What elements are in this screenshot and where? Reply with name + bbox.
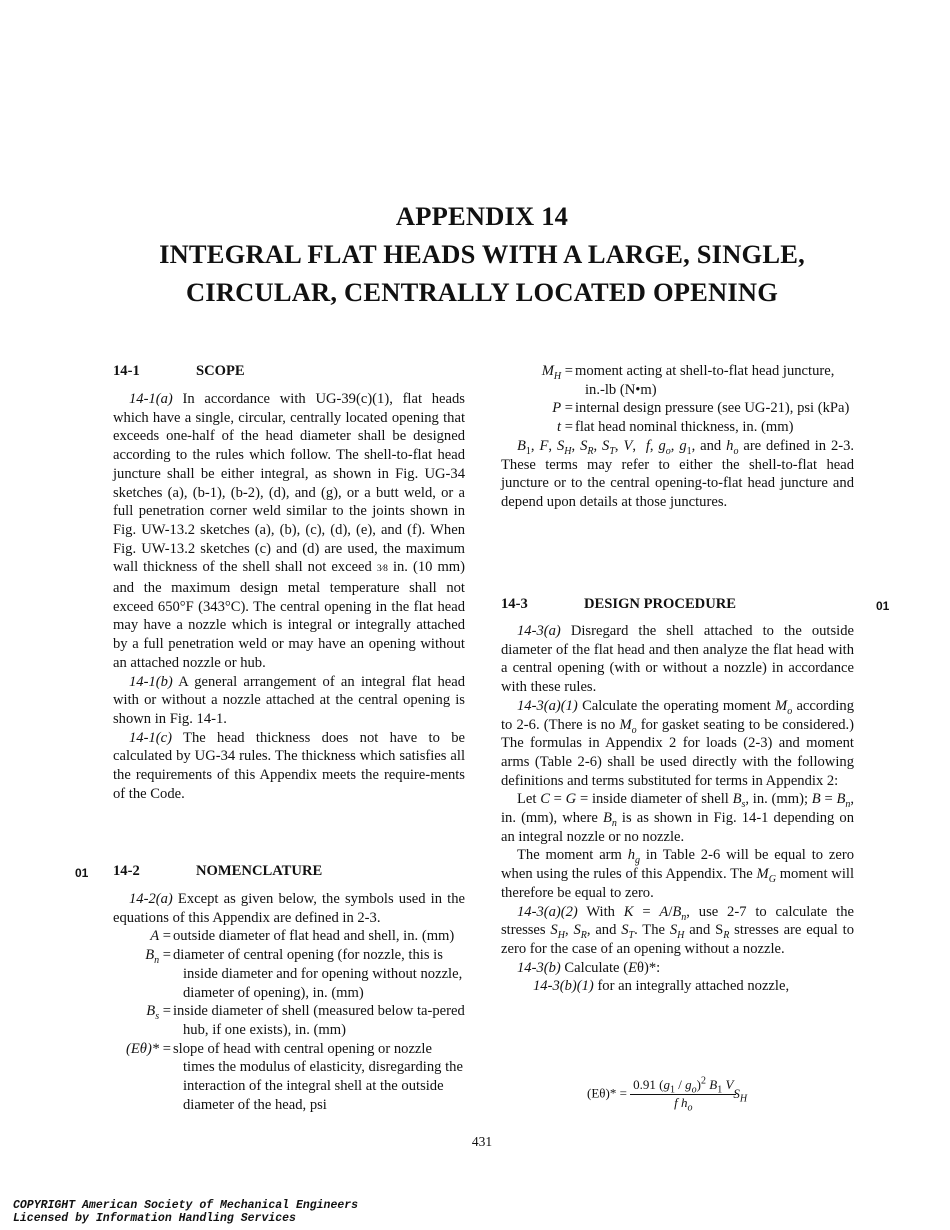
symbol: B (146, 1003, 156, 1020)
paragraph-label: 14-1(a) (129, 391, 173, 407)
paragraph-14-1b: 14-1(b) A general arrangement of an integral flat head with or without a nozzle attached at the central opening is shown in Fig. 14-1. (113, 673, 465, 727)
paragraph-label: 14-1(c) (129, 729, 172, 746)
paragraph-14-3b: 14-3(b) Calculate (Eθ)*: (517, 959, 661, 976)
section-number: 14-1 (113, 363, 140, 379)
page-number: 431 (471, 1134, 493, 1149)
definition-row: $B_s$ = inside diameter of shell (measured below ta-pered hub, if one exists), in. (mm) (146, 1003, 465, 1038)
symbol: P (552, 400, 562, 417)
nomenclature-continued (501, 362, 854, 512)
paragraph-14-3a: 14-3(a) Disregard the shell attached to the outside diameter of the flat head and then analyze the flat head with a central opening (with or without a nozzle) in accordance with these rules. (501, 623, 854, 696)
nomenclature-body (113, 890, 465, 1114)
definition-text: flat head nominal thickness, in. (mm) (575, 419, 794, 436)
formula-lhs: (Eθ)* = (587, 1085, 627, 1101)
definition-row: A = outside diameter of flat head and shell, in. (mm) (113, 927, 465, 946)
symbol: M (541, 363, 554, 379)
paragraph-let-definitions: Let C = G = inside diameter of shell $B_s$, in. (mm); $B = B_n$, in. (mm), where $B_n$ is as shown in Fig. 14-1 depending on an integral nozzle or no nozzle. (501, 791, 855, 845)
paragraph-label: 14-1(b) (129, 673, 173, 690)
appendix-title-line-2: CIRCULAR, CENTRALLY LOCATED OPENING (185, 277, 779, 307)
section-number: 14-3 (501, 596, 528, 612)
paragraph-label: 14-3(b)(1) (533, 978, 594, 995)
definition-text: internal design pressure (see UG-21), psi (kPa) (575, 400, 850, 417)
formula-trailing: $S_H$ (733, 1085, 748, 1105)
definition-text: inside diameter of shell (measured below ta-pered hub, if one exists), in. (mm) (173, 1003, 465, 1038)
section-title: DESIGN PROCEDURE (584, 596, 737, 612)
definition-row: $M_H$ = moment acting at shell-to-flat head juncture, in.-lb (N•m) (501, 362, 854, 399)
revision-marker: 01 (876, 599, 890, 613)
formula-denominator: f $h_o$ (674, 1095, 693, 1114)
paragraph-terms-defined: $B_1$, F, $S_H$, $S_R$, $S_T$, V, f, $g_o$, $g_1$, and $h_o$ are defined in 2-3. These terms may refer to either the shell-to-flat head juncture or to the central opening-to-flat head juncture and depend upon details at those junctures. (501, 437, 855, 510)
definition-text: slope of head with central opening or nozzle times the modulus of elasticity, disregarding the interaction of the integral shell at the outside diameter of the head, psi (173, 1040, 463, 1113)
revision-marker: 01 (75, 866, 89, 880)
appendix-title-line-1: INTEGRAL FLAT HEADS WITH A LARGE, SINGLE, (159, 239, 805, 269)
definitions-list (113, 927, 465, 1114)
paragraph-14-1a: 14-1(a) In accordance with UG-39(c)(1), flat heads which have a single, circular, centrally located opening that exceeds one-half of the head diameter shall be designed according to the rules which follow. The shell-to-flat head juncture shall be either integral, as shown in Fig. UG-34 sketches (a), (b-1), (b-2), (d), and (g), or a butt weld, or a full penetration corner weld similar to the joints shown in Fig. UW-13.2 sketches (a), (b), (c), (d), (e), and (f). When Fig. UW-13.2 sketches (c) and (d) are used, the maximum wall thickness of the shell shall not exceed 3⁄8 in. (10 mm) and the maximum design metal temperature shall not exceed 650°F (343°C). The central opening in the flat head may have a nozzle which is integral or integrally attached by a full penetration weld or may have an opening without an attached nozzle or hub. (113, 391, 466, 671)
symbol: (Eθ)* (126, 1040, 160, 1057)
formula-fraction (630, 1075, 736, 1114)
copyright-footer (13, 1199, 358, 1225)
section-title: NOMENCLATURE (196, 863, 323, 879)
section-number: 14-2 (113, 863, 140, 879)
appendix-number: APPENDIX 14 (395, 201, 569, 231)
definition-row: t = flat head nominal thickness, in. (mm) (501, 418, 854, 437)
definition-text: outside diameter of flat head and shell, in. (mm) (173, 928, 455, 945)
paragraph-14-1c: 14-1(c) The head thickness does not have to be calculated by UG-34 rules. The thickness which satisfies all the requirements of this Appendix meets the require-ments of the Code. (113, 729, 465, 802)
definition-text: diameter of central opening (for nozzle, this is inside diameter and for opening without nozzle, diameter of opening), in. (mm) (173, 947, 463, 1001)
fraction-three-eighths: 3⁄8 (376, 564, 388, 575)
paragraph-14-3b1: 14-3(b)(1) for an integrally attached nozzle, (533, 978, 790, 995)
paragraph-moment-arm: The moment arm $h_g$ in Table 2-6 will be equal to zero when using the rules of this Appendix. The $M_G$ moment will therefore be equal to zero. (501, 847, 854, 901)
formula-slope (587, 1075, 750, 1114)
paragraph-label: 14-2(a) (129, 891, 173, 907)
copyright-line-1: COPYRIGHT American Society of Mechanical Engineers (13, 1199, 359, 1212)
symbol: t (557, 419, 562, 436)
paragraph-14-2a: 14-2(a) Except as given below, the symbols used in the equations of this Appendix are defined in 2-3. (113, 891, 465, 926)
paragraph-14-3a1: 14-3(a)(1) Calculate the operating moment $M_o$ according to 2-6. (There is no $M_o$ for gasket seating to be considered.) The formulas in Appendix 2 for loads (2-3) and moment arms (Table 2-6) shall be used directly with the following definitions and terms substituted for terms in Appendix 2: (501, 697, 855, 789)
definition-row: $B_n$ = diameter of central opening (for nozzle, this is inside diameter and for opening without nozzle, diameter of opening), in. (mm) (113, 946, 465, 1002)
symbol: B (145, 947, 155, 964)
paragraph-label: 14-3(a) (517, 623, 561, 639)
paragraph-14-3a2: 14-3(a)(2) With $K = A/B_n$, use 2-7 to calculate the stresses $S_H$, $S_R$, and $S_T$. The $S_H$ and $S_R$ stresses are equal to zero for the case of an opening without a nozzle. (501, 903, 855, 957)
section-title: SCOPE (196, 363, 245, 379)
paragraph-label: 14-3(a)(1) (517, 697, 578, 714)
definition-row: P = internal design pressure (see UG-21), psi (kPa) (501, 399, 854, 418)
symbol: A (150, 928, 160, 945)
section-heading-scope (113, 362, 245, 381)
section-heading-design-procedure (501, 595, 736, 614)
scope-body (113, 390, 465, 803)
formula-numerator: 0.91 $(g_1 / g_o)^2$ $B_1$ V (630, 1077, 736, 1095)
section-heading-nomenclature (113, 862, 322, 881)
design-procedure-body (501, 622, 854, 996)
paragraph-label: 14-3(b) (517, 959, 561, 976)
definition-row: (Eθ)* = slope of head with central opening or nozzle times the modulus of elasticity, disregarding the interaction of the integral shell at the outside diameter of the head, psi (113, 1040, 465, 1115)
paragraph-label: 14-3(a)(2) (517, 903, 578, 920)
definition-text: moment acting at shell-to-flat head juncture, in.-lb (N•m) (575, 363, 835, 398)
copyright-line-2: Licensed by Information Handling Services (13, 1212, 296, 1225)
definitions-list-continued (501, 362, 854, 437)
